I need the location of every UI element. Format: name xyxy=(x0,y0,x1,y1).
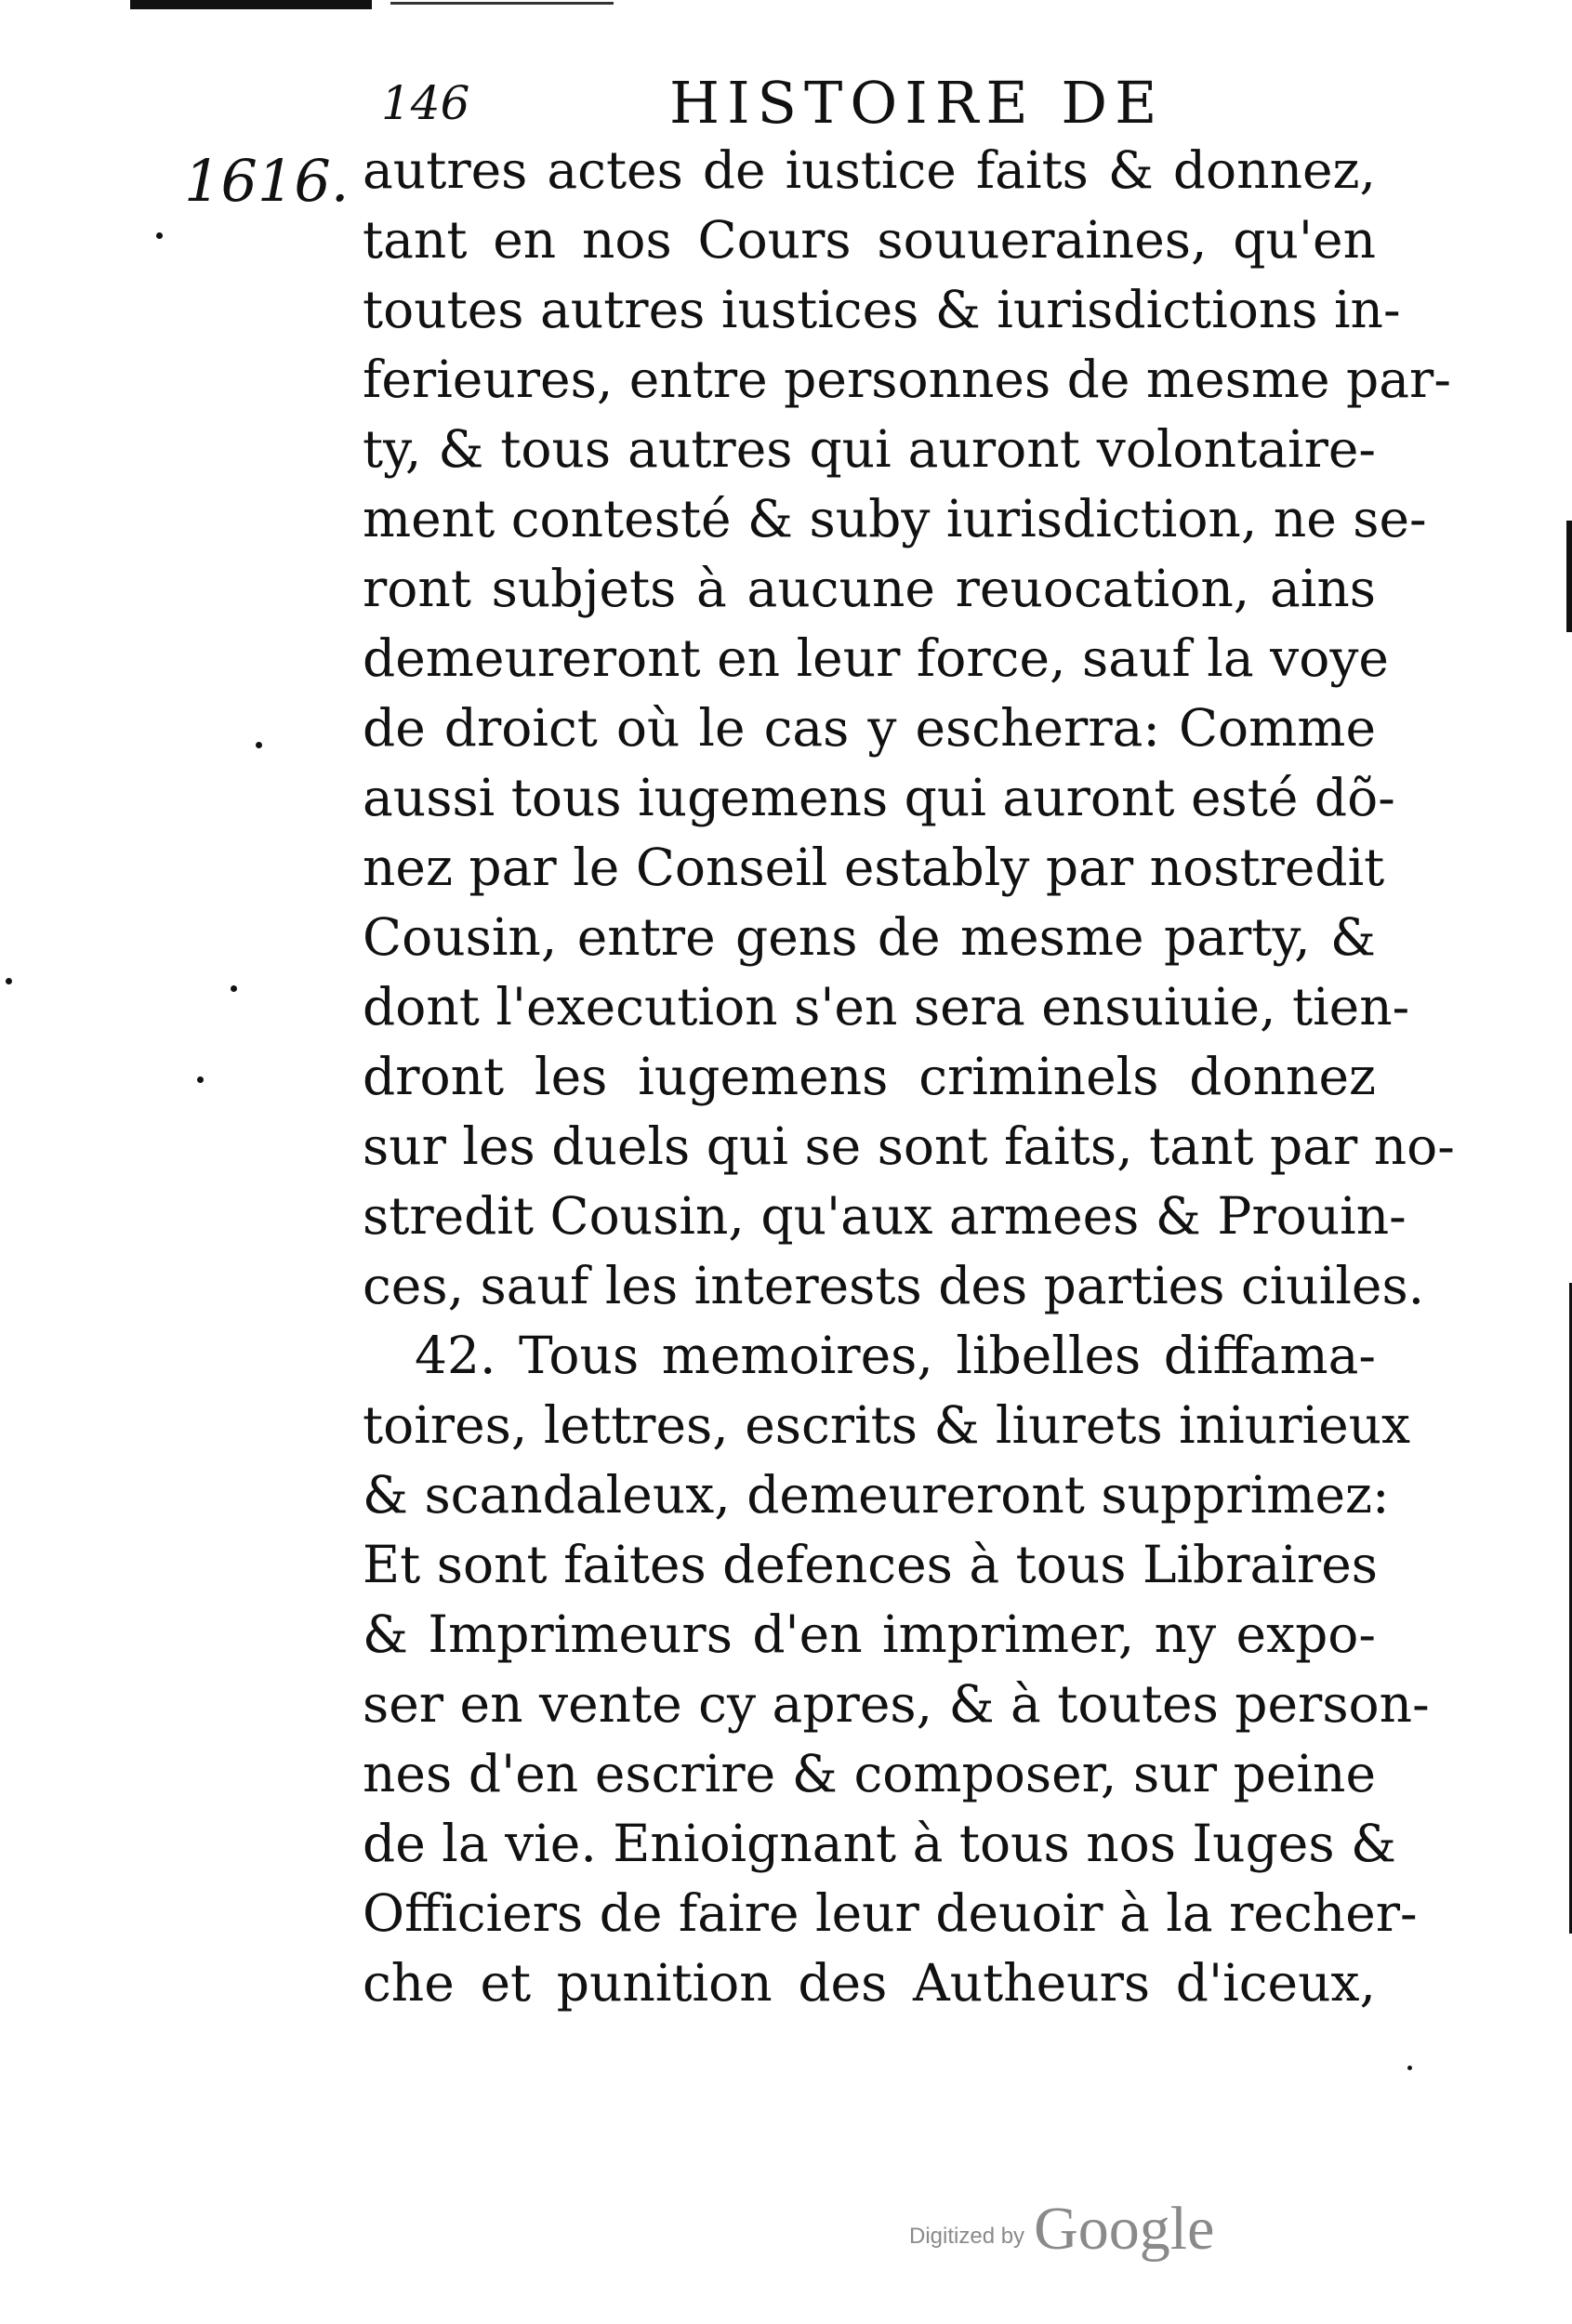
text-line: stredit Cousin, qu'aux armees & Prouin- xyxy=(363,1186,1407,1246)
scan-edge-mark xyxy=(130,0,372,9)
text-line: ces, sauf les interests des parties ciuiles. xyxy=(363,1256,1425,1315)
text-line: toutes autres iustices & iurisdictions in- xyxy=(363,280,1401,339)
text-line: nes d'en escrire & composer, sur peine xyxy=(363,1744,1376,1803)
text-line: de la vie. Enioignant à tous nos Iuges & xyxy=(363,1814,1397,1873)
ink-speck xyxy=(231,985,237,992)
scan-edge-mark xyxy=(1566,521,1572,632)
page-number: 146 xyxy=(381,76,470,130)
digitization-watermark xyxy=(909,2194,1214,2265)
body-text xyxy=(363,136,1455,2018)
text-line: & Imprimeurs d'en imprimer, ny expo- xyxy=(363,1604,1376,1664)
text-line: tant en nos Cours souueraines, qu'en xyxy=(363,210,1376,270)
text-line: Officiers de faire leur deuoir à la recher- xyxy=(363,1883,1418,1943)
google-logo: Google xyxy=(1034,2195,1215,2263)
text-line: sur les duels qui se sont faits, tant par no- xyxy=(363,1116,1455,1176)
text-line: ty, & tous autres qui auront volontaire- xyxy=(363,419,1376,479)
text-line: ferieures, entre personnes de mesme par- xyxy=(363,350,1451,409)
paragraph-start-line: 42. Tous memoires, libelles diffama- xyxy=(415,1326,1376,1385)
page-header xyxy=(372,63,1357,138)
text-line: de droict où le cas y escherra: Comme xyxy=(363,698,1376,758)
text-line: ront subjets à aucune reuocation, ains xyxy=(363,559,1376,618)
text-line: nez par le Conseil estably par nostredit xyxy=(363,838,1385,897)
text-line: aussi tous iugemens qui auront esté dõ- xyxy=(363,768,1395,827)
text-line: dront les iugemens criminels donnez xyxy=(363,1047,1376,1106)
text-line: autres actes de iustice faits & donnez, xyxy=(363,140,1376,200)
text-line: Cousin, entre gens de mesme party, & xyxy=(363,907,1376,967)
margin-year-note: 1616. xyxy=(184,147,350,215)
text-line: che et punition des Autheurs d'iceux, xyxy=(363,1953,1376,2013)
running-title: HISTOIRE DE xyxy=(669,69,1165,137)
ink-speck xyxy=(256,742,262,748)
text-line: ser en vente cy apres, & à toutes person- xyxy=(363,1674,1430,1734)
text-line: & scandaleux, demeureront supprimez: xyxy=(363,1465,1390,1525)
text-line: toires, lettres, escrits & liurets iniurieux xyxy=(363,1395,1411,1455)
text-line: ment contesté & suby iurisdiction, ne se- xyxy=(363,489,1427,548)
text-line: dont l'execution s'en sera ensuiuie, tien- xyxy=(363,977,1410,1037)
text-line: Et sont faites defences à tous Libraires xyxy=(363,1535,1378,1594)
text-line: demeureront en leur force, sauf la voye xyxy=(363,628,1389,688)
ink-speck xyxy=(1407,2066,1412,2070)
ink-speck xyxy=(6,978,12,984)
scan-edge-mark xyxy=(390,2,614,5)
ink-speck xyxy=(156,232,163,239)
ink-speck xyxy=(197,1076,204,1083)
watermark-prefix: Digitized by xyxy=(909,2224,1025,2249)
